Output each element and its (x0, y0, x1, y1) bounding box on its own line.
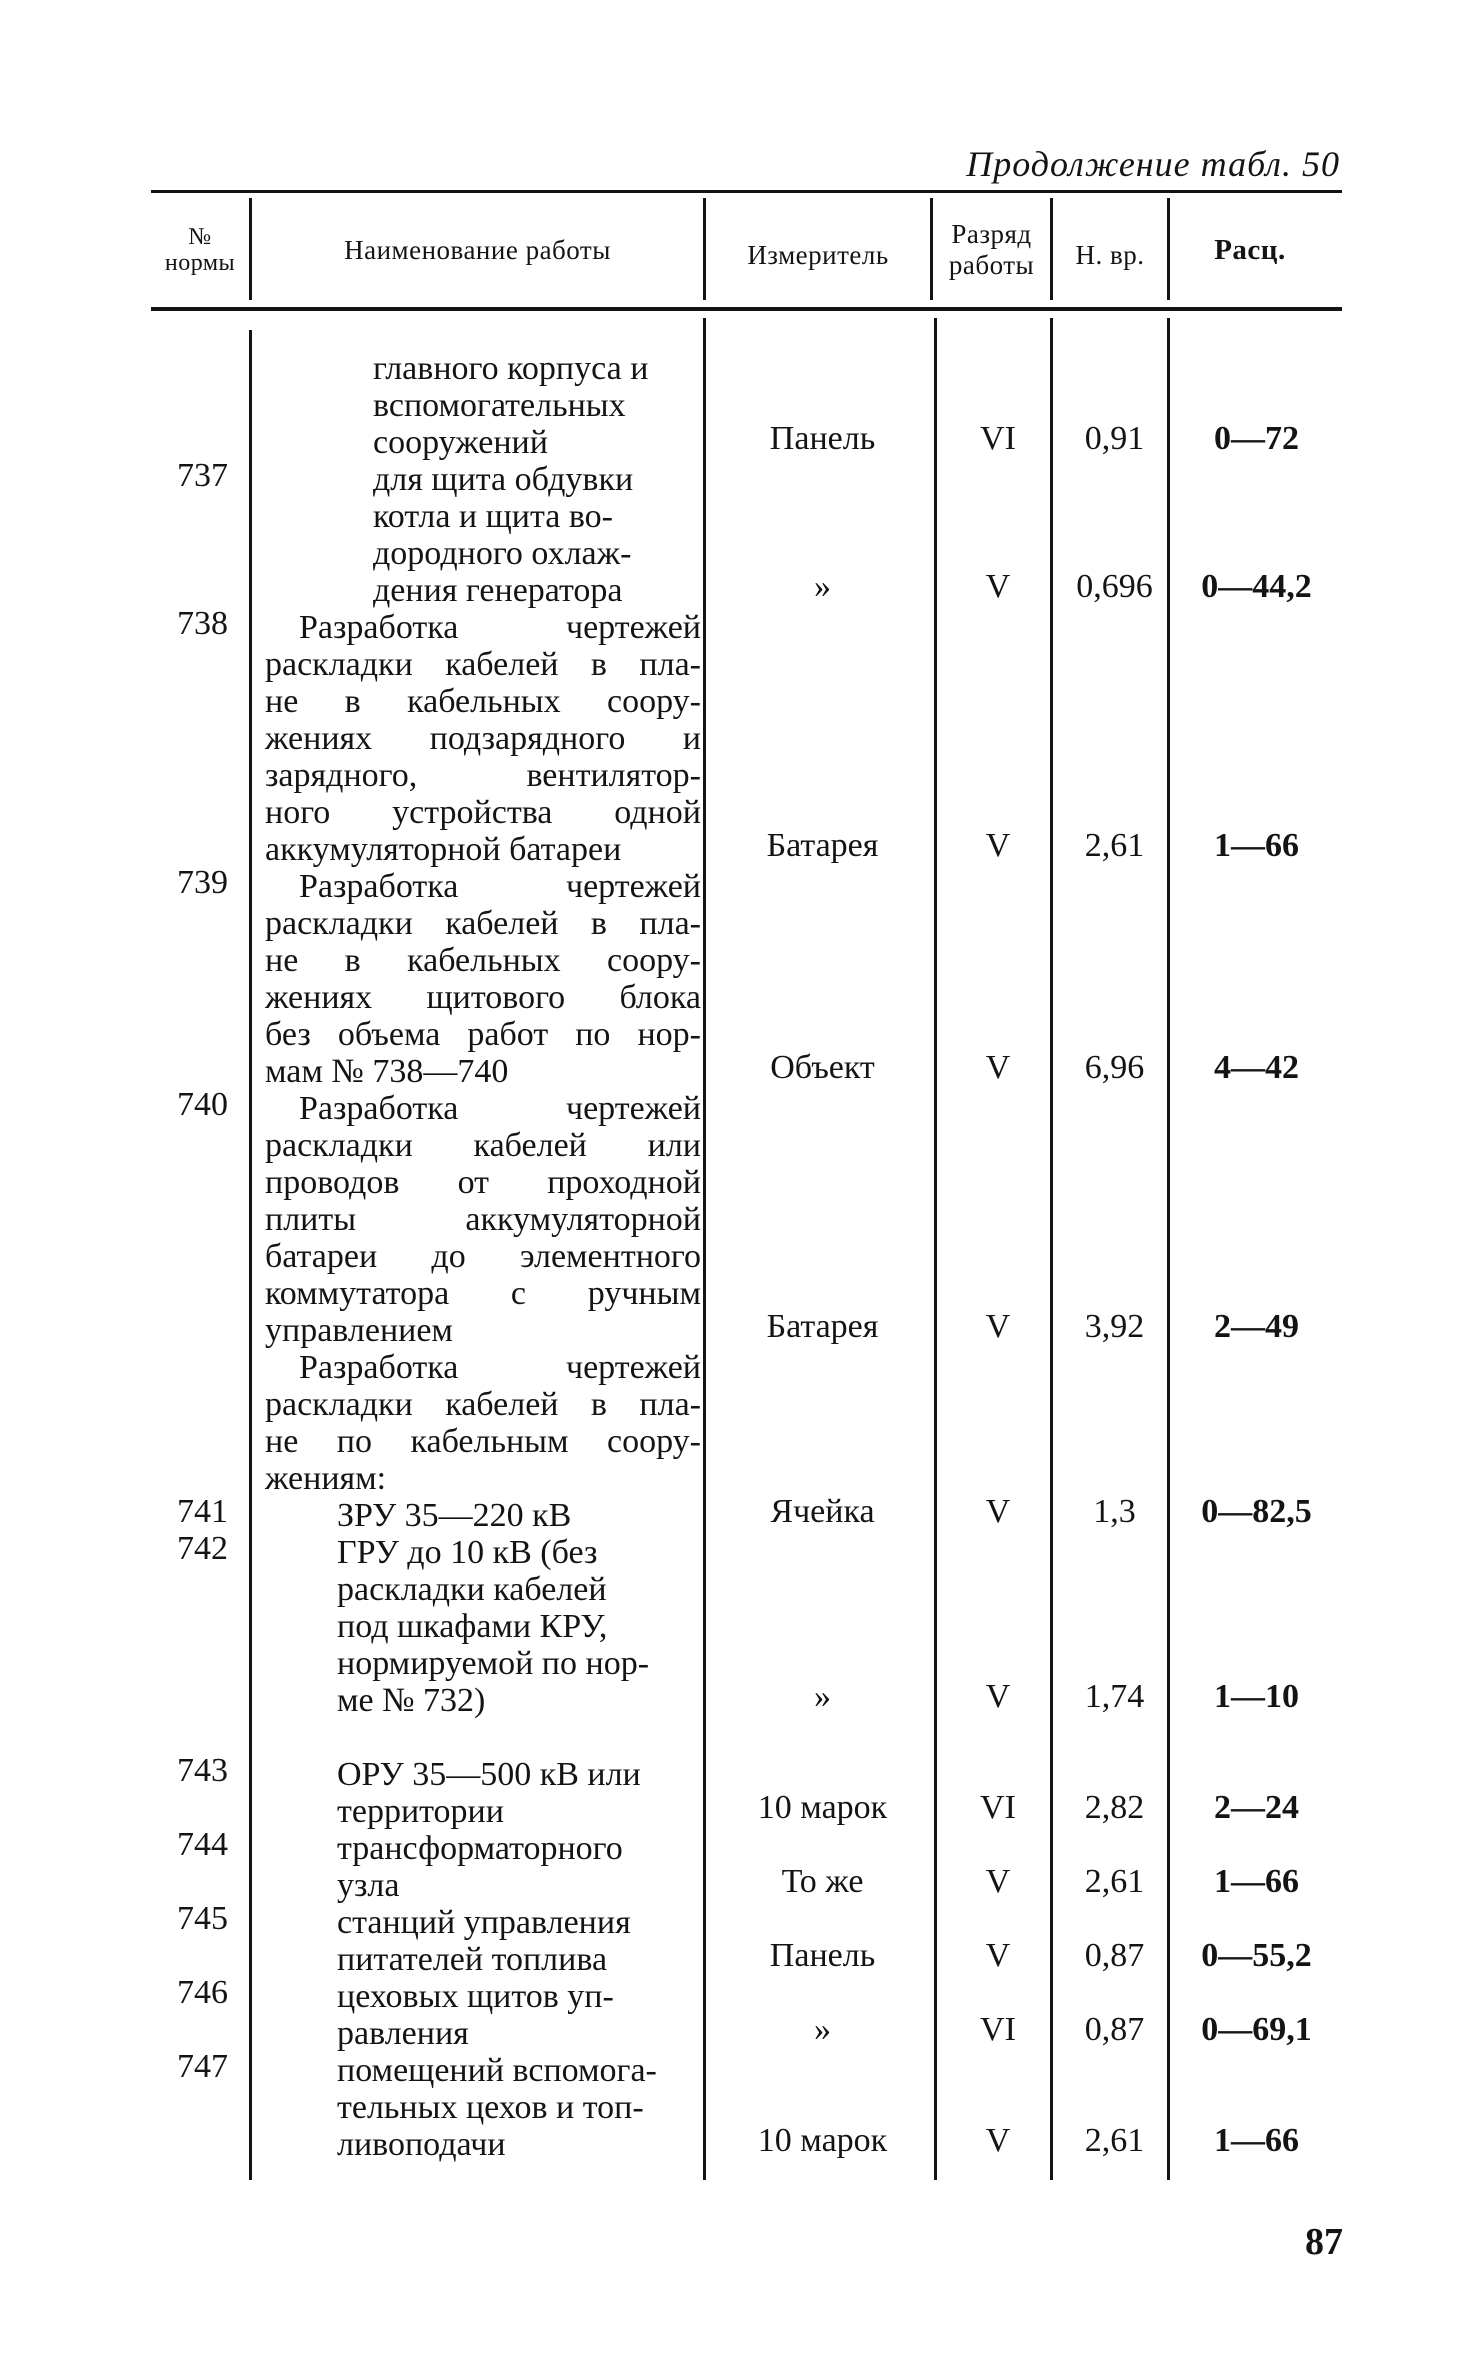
header-grade-line1: Разряд (951, 219, 1032, 249)
measure-cell: » (814, 2011, 831, 2048)
body-divider (703, 318, 706, 2180)
time-norm-cell: 3,92 (1084, 1308, 1145, 1345)
rate-cell: 2—49 (1214, 1308, 1299, 1345)
description-line: раскладки кабелей в пла- (265, 905, 701, 942)
rate-cell: 4—42 (1214, 1049, 1299, 1086)
rate-cell: 1—66 (1214, 2122, 1299, 2159)
description-line: помещений вспомога- (337, 2052, 657, 2089)
grade-cell: V (985, 1678, 1011, 1715)
description-line: узла (337, 1867, 400, 1904)
measure-cell: Батарея (766, 827, 879, 864)
grade-cell: VI (980, 1789, 1016, 1826)
description-line: тельных цехов и топ- (337, 2089, 644, 2126)
description-line: Разработка чертежей (299, 1090, 701, 1127)
description-line: дения генератора (373, 572, 623, 609)
header-name: Наименование работы (344, 234, 611, 265)
description-line: мам № 738—740 (265, 1053, 509, 1090)
time-norm-cell: 2,61 (1084, 827, 1145, 864)
time-norm-cell: 6,96 (1084, 1049, 1145, 1086)
header-grade-line2: работы (948, 250, 1035, 280)
description-line: раскладки кабелей в пла- (265, 1386, 701, 1423)
time-norm-cell: 0,87 (1084, 1937, 1145, 1974)
measure-cell: Батарея (766, 1308, 879, 1345)
rate-cell: 0—82,5 (1201, 1493, 1312, 1530)
description-line: зарядного, вентилятор- (265, 757, 701, 794)
description-line: ливоподачи (337, 2126, 506, 2163)
description-line: для щита обдувки (373, 461, 634, 498)
description-line: без объема работ по нор- (265, 1016, 701, 1053)
description-line: проводов от проходной (265, 1164, 701, 1201)
header-measure: Измеритель (747, 239, 889, 270)
time-norm-cell: 1,3 (1093, 1493, 1136, 1530)
description-line: раскладки кабелей в пла- (265, 646, 701, 683)
time-norm-cell: 1,74 (1084, 1678, 1145, 1715)
norm-number: 745 (177, 1900, 228, 1937)
description-line: управлением (265, 1312, 453, 1349)
description-line: главного корпуса и (373, 350, 649, 387)
description-line: нормируемой по нор- (337, 1645, 650, 1682)
description-line: ОРУ 35—500 кВ или (337, 1756, 641, 1793)
table-caption: Продолжение табл. 50 (966, 144, 1340, 184)
header-bottom-rule (151, 307, 1342, 311)
description-line: станций управления (337, 1904, 631, 1941)
description-line: равления (337, 2015, 469, 2052)
grade-cell: V (985, 2122, 1011, 2159)
grade-cell: V (985, 1863, 1011, 1900)
rate-cell: 2—24 (1214, 1789, 1299, 1826)
grade-cell: V (985, 568, 1011, 605)
norm-number: 738 (177, 605, 228, 642)
time-norm-cell: 2,82 (1084, 1789, 1145, 1826)
header-norm (151, 205, 249, 295)
measure-cell: Ячейка (770, 1493, 875, 1530)
measure-cell: Панель (769, 420, 876, 457)
rate-cell: 1—66 (1214, 827, 1299, 864)
rate-cell: 0—44,2 (1201, 568, 1312, 605)
time-norm-cell: 2,61 (1084, 2122, 1145, 2159)
description-line: территории (337, 1793, 504, 1830)
description-line: аккумуляторной батареи (265, 831, 622, 868)
header-norm-sign: № (188, 224, 212, 250)
description-line: Разработка чертежей (299, 609, 701, 646)
description-line: питателей топлива (337, 1941, 608, 1978)
time-norm-cell: 2,61 (1084, 1863, 1145, 1900)
norm-number: 743 (177, 1752, 228, 1789)
description-line: Разработка чертежей (299, 1349, 701, 1386)
measure-cell: 10 марок (757, 2122, 888, 2159)
header-norm-label: нормы (164, 250, 236, 276)
norm-number: 744 (177, 1826, 228, 1863)
description-line: жениях подзарядного и (265, 720, 701, 757)
header-rate: Расц. (1214, 233, 1286, 266)
time-norm-cell: 0,91 (1084, 420, 1145, 457)
grade-cell: VI (980, 420, 1016, 457)
grade-cell: V (985, 1493, 1011, 1530)
description-line: дородного охлаж- (373, 535, 632, 572)
description-line: не в кабельных соору- (265, 683, 701, 720)
header-time: Н. вр. (1075, 239, 1145, 270)
norm-number: 737 (177, 457, 228, 494)
description-line: Разработка чертежей (299, 868, 701, 905)
measure-cell: » (814, 568, 831, 605)
description-line: жениях щитового блока (265, 979, 701, 1016)
norm-number: 739 (177, 864, 228, 901)
description-line: ме № 732) (337, 1682, 486, 1719)
measure-cell: Объект (770, 1049, 875, 1086)
time-norm-cell: 0,696 (1076, 568, 1153, 605)
description-line: раскладки кабелей (337, 1571, 607, 1608)
description-line: ГРУ до 10 кВ (без (337, 1534, 598, 1571)
rate-cell: 0—55,2 (1201, 1937, 1312, 1974)
work-description-column (265, 350, 701, 2163)
description-line: жениям: (265, 1460, 387, 1497)
measure-cell: Панель (769, 1937, 876, 1974)
description-line: ЗРУ 35—220 кВ (337, 1497, 572, 1534)
rate-cell: 0—72 (1214, 420, 1299, 457)
table-top-rule (151, 190, 1342, 193)
description-line: раскладки кабелей или (265, 1127, 701, 1164)
norm-number: 741 (177, 1493, 228, 1530)
description-line: плиты аккумуляторной (265, 1201, 701, 1238)
description-line: цеховых щитов уп- (337, 1978, 614, 2015)
grade-cell: V (985, 827, 1011, 864)
description-line: ного устройства одной (265, 794, 701, 831)
description-line: вспомогательных (373, 387, 626, 424)
page-number: 87 (1305, 2221, 1343, 2263)
description-line: не в кабельных соору- (265, 942, 701, 979)
description-line: под шкафами КРУ, (337, 1608, 608, 1645)
body-divider (249, 330, 252, 2180)
rate-cell: 1—10 (1214, 1678, 1299, 1715)
measure-cell: » (814, 1678, 831, 1715)
measure-cell: 10 марок (757, 1789, 888, 1826)
description-line: батареи до элементного (265, 1238, 701, 1275)
grade-cell: V (985, 1049, 1011, 1086)
measure-cell: То же (781, 1863, 864, 1900)
description-line: не по кабельным соору- (265, 1423, 701, 1460)
grade-cell: V (985, 1937, 1011, 1974)
time-norm-cell: 0,87 (1084, 2011, 1145, 2048)
description-line: сооружений (373, 424, 548, 461)
rate-cell: 0—69,1 (1201, 2011, 1312, 2048)
norm-number: 746 (177, 1974, 228, 2011)
description-line: трансформаторного (337, 1830, 623, 1867)
norm-number: 742 (177, 1530, 228, 1567)
description-line: котла и щита во- (373, 498, 613, 535)
description-line (265, 1719, 701, 1756)
norm-number: 740 (177, 1086, 228, 1123)
description-line: коммутатора с ручным (265, 1275, 701, 1312)
norm-number: 747 (177, 2048, 228, 2085)
rate-cell: 1—66 (1214, 1863, 1299, 1900)
header-grade (933, 205, 1050, 295)
grade-cell: V (985, 1308, 1011, 1345)
grade-cell: VI (980, 2011, 1016, 2048)
